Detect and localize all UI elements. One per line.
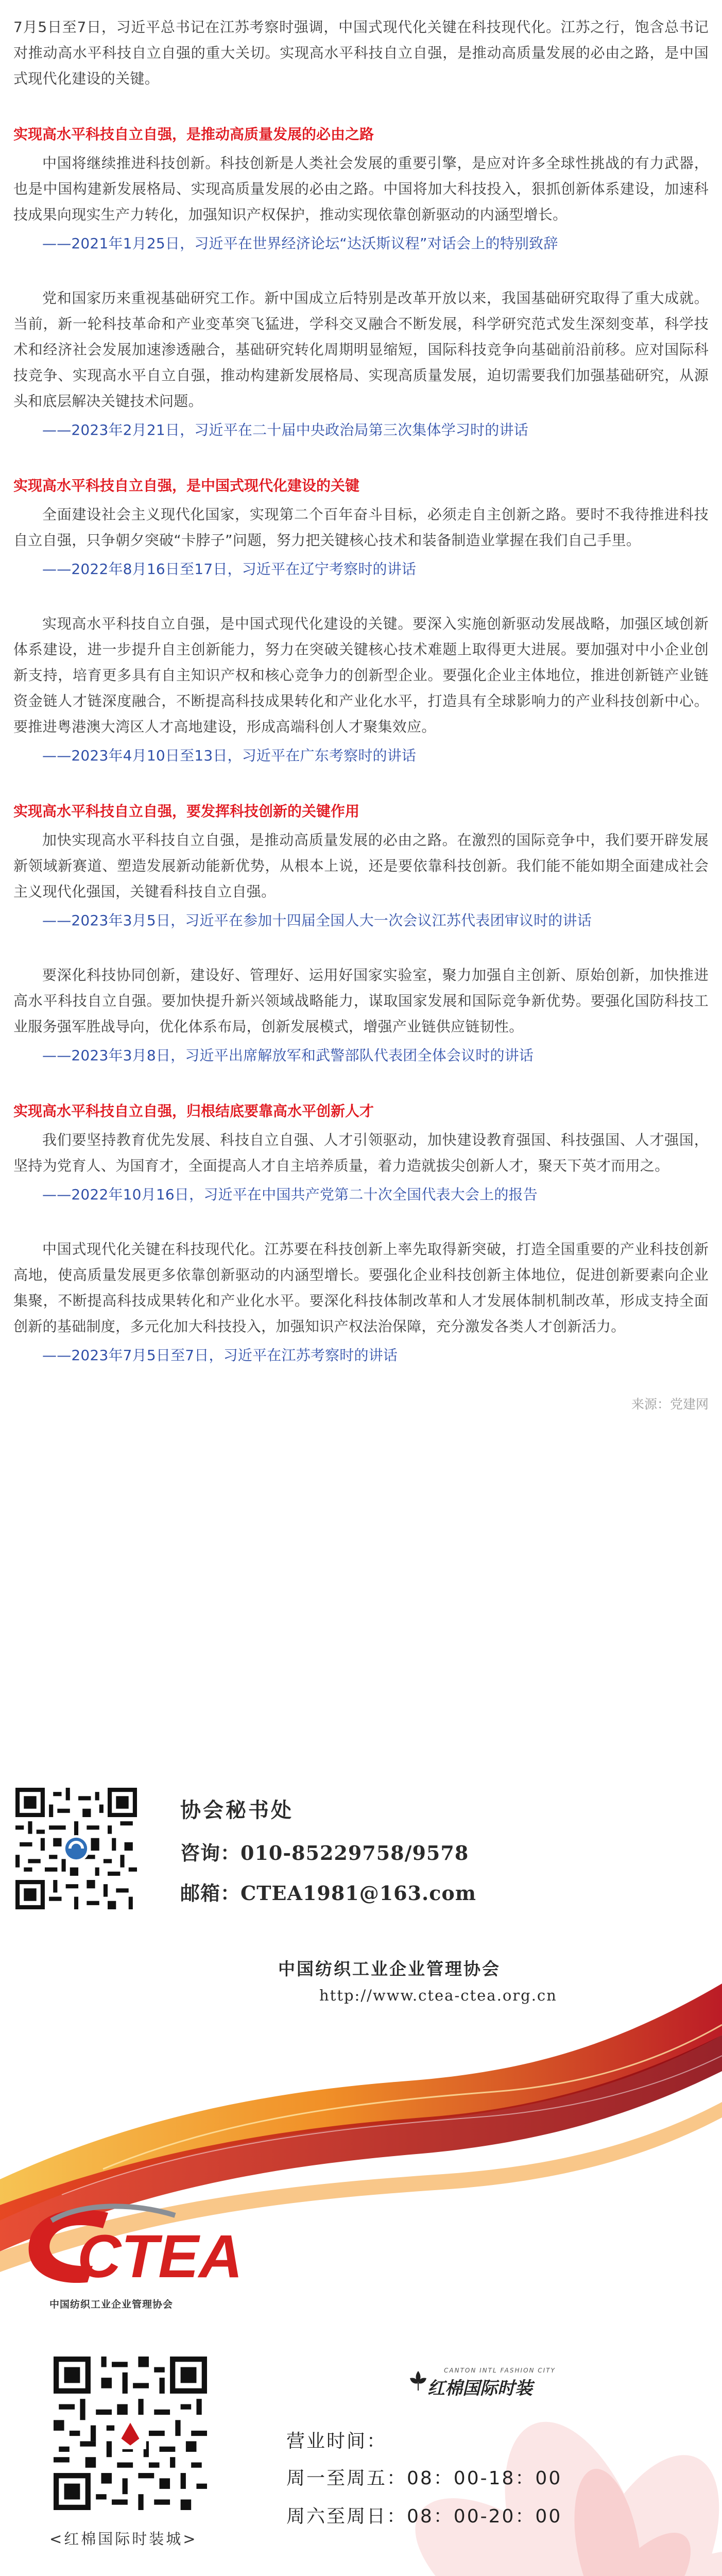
association-website: http://www.ctea-ctea.org.cn <box>319 1987 557 2004</box>
section-heading: 实现高水平科技自立自强，要发挥科技创新的关键作用 <box>13 803 360 820</box>
source-credit: 来源：党建网 <box>631 1397 709 1412</box>
quote-source: ——2022年8月16日至17日，习近平在辽宁考察时的讲话 <box>42 561 417 578</box>
section-heading: 实现高水平科技自立自强，是推动高质量发展的必由之路 <box>13 126 374 143</box>
flower-logo-icon <box>407 2369 429 2392</box>
quote-source: ——2023年3月8日，习近平出席解放军和武警部队代表团全体会议时的讲话 <box>42 1047 534 1064</box>
quote-source: ——2023年2月21日，习近平在二十届中央政治局第三次集体学习时的讲话 <box>42 421 528 438</box>
secretariat-title: 协会秘书处 <box>180 1798 294 1822</box>
quote-paragraph: 加快实现高水平科技自立自强，是推动高质量发展的必由之路。在激烈的国际竞争中，我们要开辟发展新领域新赛道、塑造发展新动能新优势，从根本上说，还是要依靠科技创新。我们能不能如期全面建成社会主义现代化强国，关键看科技自立自强。 <box>13 832 709 900</box>
section-heading: 实现高水平科技自立自强，归根结底要靠高水平创新人才 <box>13 1103 374 1120</box>
brand-english: CANTON INTL FASHION CITY <box>444 2367 556 2374</box>
weekday-hours: 周一至周五：08：00-18：00 <box>286 2468 562 2489</box>
qr-code-icon <box>15 1788 137 1909</box>
section-heading: 实现高水平科技自立自强，是中国式现代化建设的关键 <box>13 477 360 494</box>
quote-paragraph: 要深化科技协同创新，建设好、管理好、运用好国家实验室，聚力加强自主创新、原始创新，加快推进高水平科技自立自强。要加快提升新兴领域战略能力，谋取国家发展和国际竞争新优势。要强化国防科技工业服务强军胜战导向，优化体系布局，创新发展模式，增强产业链供应链韧性。 <box>13 967 709 1035</box>
quote-source: ——2023年7月5日至7日，习近平在江苏考察时的讲话 <box>42 1347 398 1364</box>
qr-code-icon <box>54 2357 207 2510</box>
brand-name: 红棉国际时装 <box>427 2378 532 2399</box>
ctea-advertisement <box>0 1767 722 2324</box>
quote-paragraph: 我们要坚持教育优先发展、科技自立自强、人才引领驱动，加快建设教育强国、科技强国、人才强国，坚持为党育人、为国育才，全面提高人才自主培养质量，着力造就拔尖创新人才，聚天下英才而用之。 <box>13 1131 709 1174</box>
qr-caption: <红棉国际时装城> <box>49 2530 198 2548</box>
quote-source: ——2021年1月25日，习近平在世界经济论坛“达沃斯议程”对话会上的特别致辞 <box>42 235 558 252</box>
logo-wordmark: CTEA <box>77 2223 243 2291</box>
hongmian-advertisement <box>0 2324 722 2576</box>
consult-phone: 咨询：010-85229758/9578 <box>180 1841 469 1865</box>
quote-paragraph: 中国将继续推进科技创新。科技创新是人类社会发展的重要引擎，是应对许多全球性挑战的有力武器，也是中国构建新发展格局、实现高质量发展的必由之路。中国将加大科技投入，狠抓创新体系建设，加速科技成果向现实生产力转化，加强知识产权保护，推动实现依靠创新驱动的内涵型增长。 <box>13 155 709 223</box>
intro-paragraph: 7月5日至7日，习近平总书记在江苏考察时强调，中国式现代化关键在科技现代化。江苏之行，饱含总书记对推动高水平科技自立自强的重大关切。实现高水平科技自立自强，是推动高质量发展的必由之路，是中国式现代化建设的关键。 <box>13 19 709 87</box>
quote-paragraph: 全面建设社会主义现代化国家，实现第二个百年奋斗目标，必须走自主创新之路。要时不我待推进科技自立自强，只争朝夕突破“卡脖子”问题，努力把关键核心技术和装备制造业掌握在我们自己手里。 <box>13 506 709 549</box>
weekend-hours: 周六至周日：08：00-20：00 <box>286 2506 562 2527</box>
quote-source: ——2022年10月16日，习近平在中国共产党第二十次全国代表大会上的报告 <box>42 1186 538 1203</box>
logo-subtitle: 中国纺织工业企业管理协会 <box>49 2299 174 2310</box>
ctea-logo <box>21 2200 257 2298</box>
quote-paragraph: 中国式现代化关键在科技现代化。江苏要在科技创新上率先取得新突破，打造全国重要的产业科技创新高地，使高质量发展更多依靠创新驱动的内涵型增长。要强化企业科技创新主体地位，促进创新要素向企业集聚，不断提高科技成果转化和产业化水平。要深化科技体制改革和人才发展体制机制改革，形成支持全面创新的基础制度，多元化加大科技投入，加强知识产权法治保障，充分激发各类人才创新活力。 <box>13 1241 709 1335</box>
quote-source: ——2023年4月10日至13日，习近平在广东考察时的讲话 <box>42 747 417 764</box>
quote-source: ——2023年3月5日，习近平在参加十四届全国人大一次会议江苏代表团审议时的讲话 <box>42 912 592 929</box>
business-hours-title: 营业时间： <box>286 2431 387 2452</box>
association-name: 中国纺织工业企业管理协会 <box>278 1959 501 1979</box>
quote-paragraph: 实现高水平科技自立自强，是中国式现代化建设的关键。要深入实施创新驱动发展战略，加强区域创新体系建设，进一步提升自主创新能力，努力在突破关键核心技术难题上取得更大进展。要加强对中小企业创新支持，培育更多具有自主知识产权和核心竞争力的创新型企业。要强化企业主体地位，推进创新链产业链资金链人才链深度融合，不断提高科技成果转化和产业化水平，打造具有全球影响力的产业科技创新中心。要推进粤港澳大湾区人才高地建设，形成高端科创人才聚集效应。 <box>13 615 709 735</box>
contact-email: 邮箱：CTEA1981@163.com <box>180 1882 476 1905</box>
quote-paragraph: 党和国家历来重视基础研究工作。新中国成立后特别是改革开放以来，我国基础研究取得了重大成就。当前，新一轮科技革命和产业变革突飞猛进，学科交叉融合不断发展，科学研究范式发生深刻变革，科学技术和经济社会发展加速渗透融合，基础研究转化周期明显缩短，国际科技竞争向基础前沿前移。应对国际科技竞争、实现高水平自立自强，推动构建新发展格局、实现高质量发展，迫切需要我们加强基础研究，从源头和底层解决关键技术问题。 <box>13 290 709 410</box>
